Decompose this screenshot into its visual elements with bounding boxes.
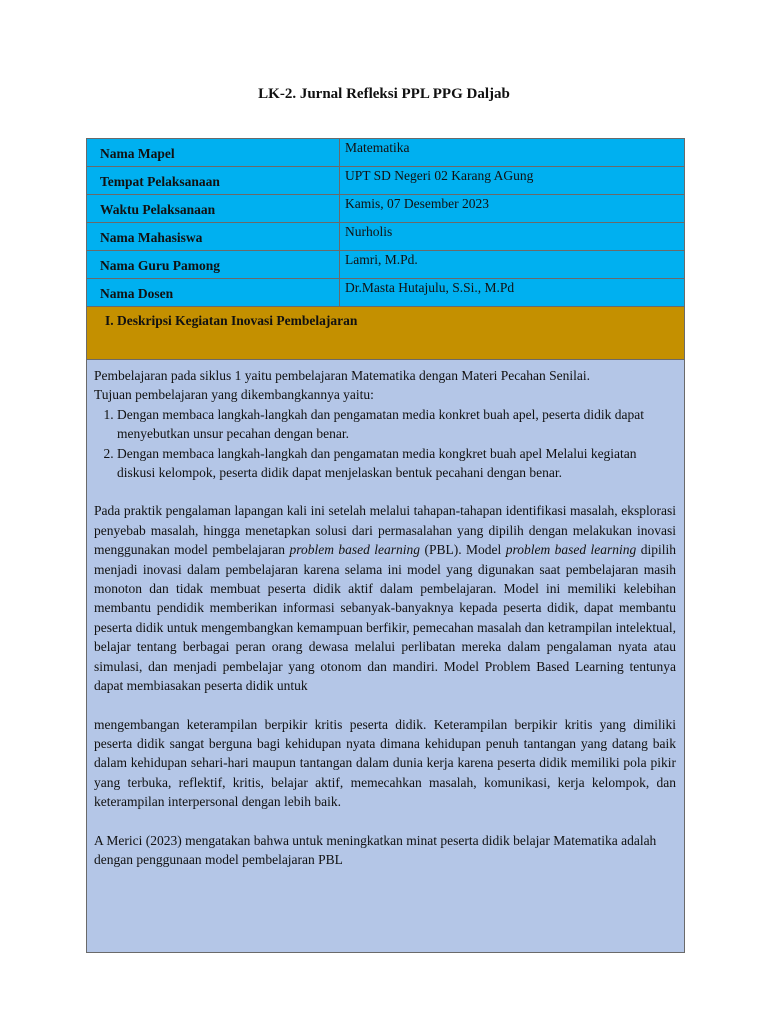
info-row-waktu: [87, 195, 685, 223]
info-row-mahasiswa: [87, 223, 685, 251]
info-label: Waktu Pelaksanaan: [87, 195, 340, 223]
info-value: Dr.Masta Hutajulu, S.Si., M.Pd: [340, 279, 685, 307]
info-row-tempat: [87, 167, 685, 195]
intro-line: Tujuan pembelajaran yang dikembangkannya yaitu:: [94, 387, 374, 403]
paragraph-pbl: [94, 501, 676, 695]
info-label: Nama Dosen: [87, 279, 340, 307]
info-row-dosen: [87, 279, 685, 307]
italic-term: problem based learning: [289, 542, 421, 558]
info-label: Nama Mapel: [87, 139, 340, 167]
section-heading-row: [87, 307, 685, 360]
info-value: Nurholis: [340, 223, 685, 251]
intro-line: Pembelajaran pada siklus 1 yaitu pembelajaran Matematika dengan Materi Pecahan Senilai.: [94, 368, 590, 383]
italic-term: problem based learning: [505, 542, 637, 558]
info-label: Tempat Pelaksanaan: [87, 167, 340, 195]
info-row-guru-pamong: [87, 251, 685, 279]
info-label: Nama Guru Pamong: [87, 251, 340, 279]
text-run: Pada praktik pengalaman lapangan kali ini setelah melalui tahapan-tahapan identifikasi masalah, eksplorasi penyebab masalah, hingga menetapkan solusi dari permasalahan yang dipilih dengan melakukan inovasi menggunakan model pembelajaran: [94, 503, 676, 558]
info-row-mapel: [87, 139, 685, 167]
objective-item: 1. Dengan membaca langkah-langkah dan pengamatan media konkret buah apel, peserta didik dapat menyebutkan unsur pecahan dengan benar.: [117, 405, 676, 444]
info-value: Lamri, M.Pd.: [340, 251, 685, 279]
document-title: LK-2. Jurnal Refleksi PPL PPG Daljab: [258, 86, 510, 102]
section-heading: I. Deskripsi Kegiatan Inovasi Pembelajaran: [87, 307, 685, 360]
objective-item: 2. Dengan membaca langkah-langkah dan pengamatan media kongkret buah apel Melalui kegiatan diskusi kelompok, peserta didik dapat menjelaskan bentuk pecahani dengan benar.: [117, 444, 676, 483]
body-row: [87, 360, 685, 953]
info-label: Nama Mahasiswa: [87, 223, 340, 251]
info-value: UPT SD Negeri 02 Karang AGung: [340, 167, 685, 195]
objectives-list: [94, 405, 676, 483]
description-body: [87, 360, 685, 953]
info-value: Kamis, 07 Desember 2023: [340, 195, 685, 223]
info-value: Matematika: [340, 139, 685, 167]
paragraph-citation: A Merici (2023) mengatakan bahwa untuk meningkatkan minat peserta didik belajar Matematika adalah dengan penggunaan model pembelajaran PBL: [94, 832, 657, 867]
text-run: (PBL). Model: [420, 542, 506, 558]
paragraph-critical-thinking: mengembangan keterampilan berpikir kritis peserta didik. Keterampilan berpikir kritis yang dimiliki peserta didik sangat berguna bagi kehidupan nyata dimana kehidupan penuh tantangan yang datang baik dalam kehidupan sehari-hari maupun tantangan dalam dunia kerja karena peserta didik memiliki pola pikir yang terbuka, reflektif, kritis, belajar aktif, memecahkan masalah, komunikasi, kerja kelompok, dan keterampilan interpersonal dengan lebih baik.: [94, 716, 676, 810]
text-run: dipilih menjadi inovasi dalam pembelajaran karena selama ini model yang digunakan saat pembelajaran masih monoton dan tidak membuat peserta didik aktif dalam pembelajaran. Model ini memiliki kelebihan membantu pendidik memberikan informasi sebanyak-banyaknya kepada peserta didik, dapat membantu peserta didik untuk mengembangkan kemampuan berfikir, pemecahan masalah dan ketrampilan intelektual, belajar tentang berbagai peran orang dewasa melalui perlibatan mereka dalam pengalaman nyata atau simulasi, dan menjadi pembelajar yang otonom dan mandiri. Model Problem Based Learning tentunya dapat membiasakan peserta didik untuk: [94, 542, 676, 694]
journal-table: [86, 138, 685, 953]
